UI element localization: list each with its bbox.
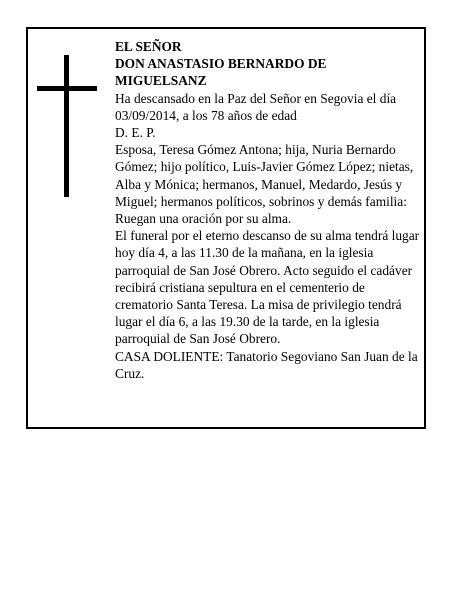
obituary-text (115, 38, 421, 382)
title-honorific: EL SEÑOR (115, 39, 182, 54)
funeral-info: El funeral por el eterno descanso de su alma tendrá lugar hoy día 4, a las 11.30 de la mañana, en la iglesia parroquial de San José Obrero. Acto seguido el cadáver recibirá cristiana sepultura en el cementerio de crematorio Santa Teresa. La misa de privilegio tendrá lugar el día 6, a las 19.30 de la tarde, en la iglesia parroquial de San José Obrero. (115, 228, 420, 347)
cross-icon (37, 55, 97, 197)
deceased-name: DON ANASTASIO BERNARDO DE MIGUELSANZ (115, 56, 327, 89)
cross-vertical-bar (64, 55, 69, 197)
family-list: Esposa, Teresa Gómez Antona; hija, Nuria Bernardo Gómez; hijo político, Luis-Javier Gómez López; nietas, Alba y Mónica; hermanos, Manuel, Medardo, Jesús y Miguel; hermanos políticos, sobrinos y demás familia: (115, 142, 414, 209)
cross-horizontal-bar (37, 86, 97, 91)
casa-doliente: CASA DOLIENTE: Tanatorio Segoviano San Juan de la Cruz. (115, 348, 418, 381)
death-statement: Ha descansado en la Paz del Señor en Segovia el día 03/09/2014, a los 78 años de edad (115, 90, 397, 123)
rip-line: D. E. P. (115, 125, 156, 141)
prayer-request: Ruegan una oración por su alma. (115, 211, 292, 227)
